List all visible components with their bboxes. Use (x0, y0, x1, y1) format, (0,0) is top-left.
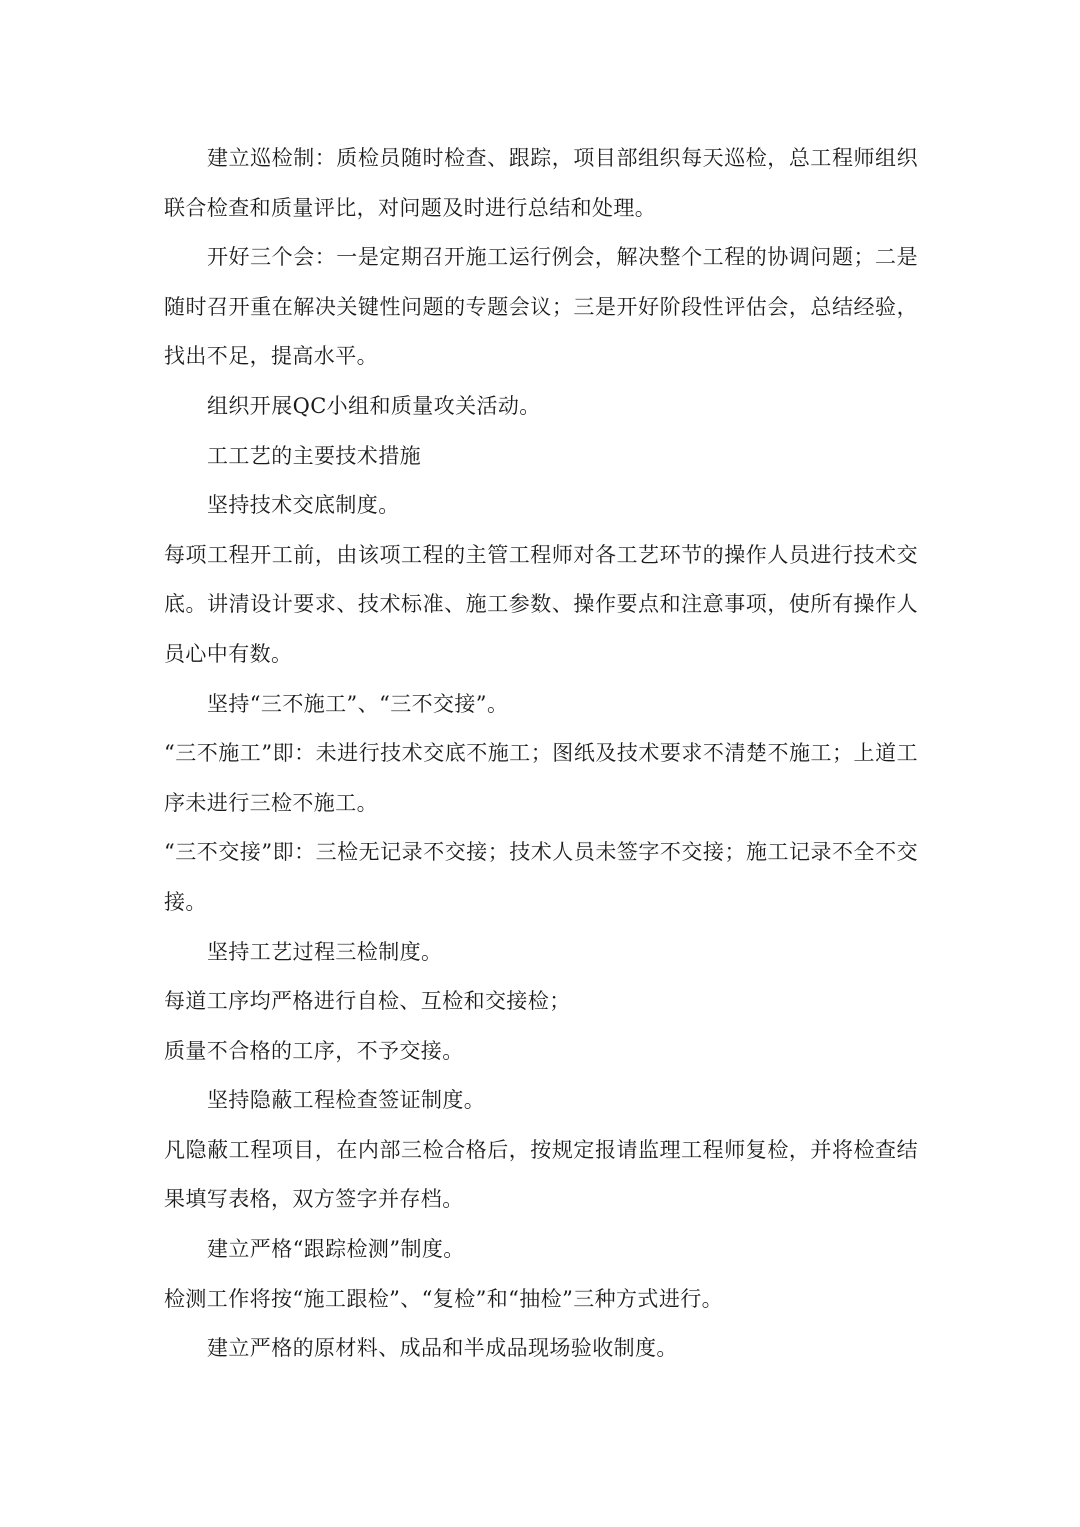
paragraph-concealed-works-detail: 凡隐蔽工程项目，在内部三检合格后，按规定报请监理工程师复检，并将检查结果填写表格，双方签字并存档。 (164, 1137, 918, 1212)
item-tracking-detection: 建立严格“跟踪检测”制度。 (207, 1237, 465, 1262)
item-technical-briefing: 坚持技术交底制度。 (207, 493, 400, 518)
paragraph-qc-group: 组织开展QC小组和质量攻关活动。 (207, 393, 541, 418)
item-process-three-checks: 坚持工艺过程三检制度。 (207, 939, 443, 964)
document-body (164, 134, 918, 1374)
item-concealed-works-certification: 坚持隐蔽工程检查签证制度。 (207, 1088, 486, 1113)
paragraph-three-no-construction: “三不施工”即：未进行技术交底不施工；图纸及技术要求不清楚不施工；上道工序未进行三检不施工。 (164, 741, 918, 815)
paragraph-unqualified-no-handover: 质量不合格的工序，不予交接。 (164, 1038, 464, 1063)
paragraph-technical-briefing-detail: 每项工程开工前，由该项工程的主管工程师对各工艺环节的操作人员进行技术交底。讲清设计要求、技术标准、施工参数、操作要点和注意事项，使所有操作人员心中有数。 (164, 542, 918, 666)
item-material-acceptance: 建立严格的原材料、成品和半成品现场验收制度。 (207, 1336, 678, 1361)
paragraph-patrol-inspection: 建立巡检制：质检员随时检查、跟踪，项目部组织每天巡检，总工程师组织联合检查和质量评比，对问题及时进行总结和处理。 (164, 146, 918, 220)
section-heading-technical-measures: 工工艺的主要技术措施 (207, 443, 421, 468)
paragraph-self-mutual-handover-check: 每道工序均严格进行自检、互检和交接检； (164, 989, 571, 1014)
paragraph-three-no-handover: “三不交接”即：三检无记录不交接；技术人员未签字不交接；施工记录不全不交接。 (164, 840, 918, 914)
paragraph-three-meetings: 开好三个会：一是定期召开施工运行例会，解决整个工程的协调问题；二是随时召开重在解决关键性问题的专题会议；三是开好阶段性评估会，总结经验，找出不足，提高水平。 (164, 245, 918, 369)
item-three-nos: 坚持“三不施工”、“三不交接”。 (207, 691, 509, 716)
paragraph-detection-methods: 检测工作将按“施工跟检”、“复检”和“抽检”三种方式进行。 (164, 1286, 724, 1311)
